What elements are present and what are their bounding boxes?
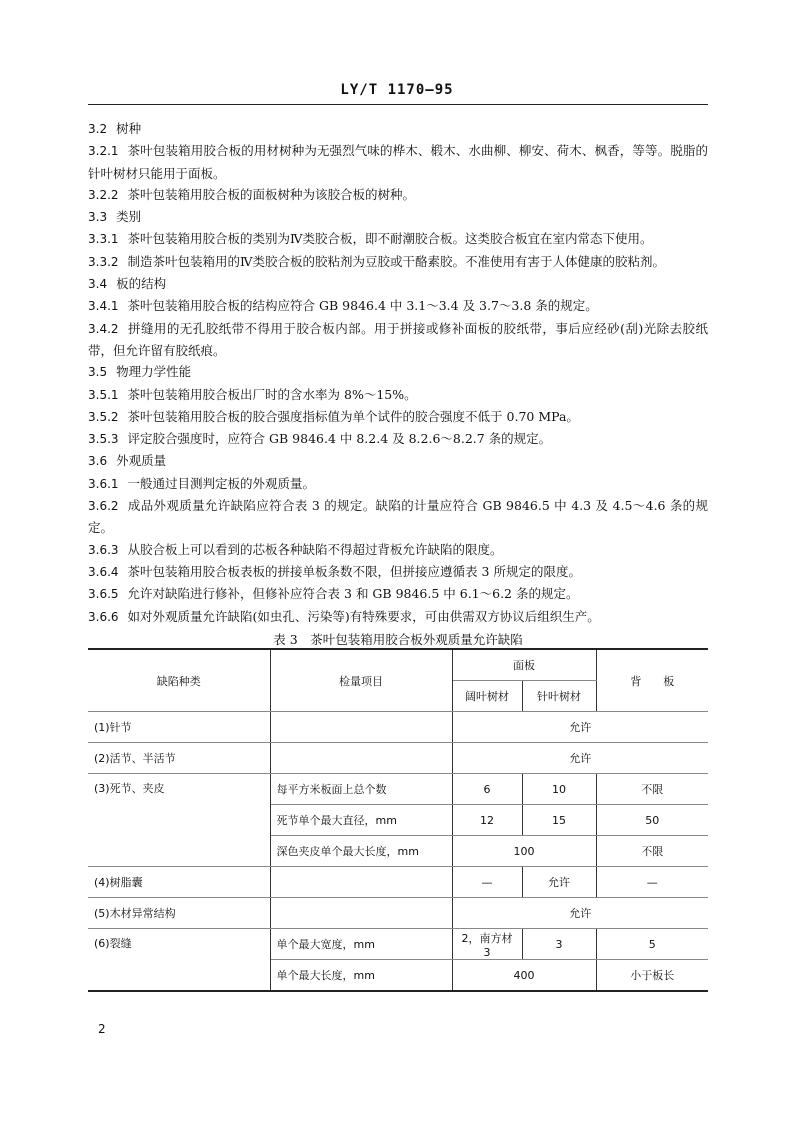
clause-number: 3.3.1 <box>88 232 119 247</box>
clause-3-3-1 <box>88 228 708 250</box>
clause-text: 评定胶合强度时，应符合 GB 9846.4 中 8.2.4 及 8.2.6～8.2.7 条的规定。 <box>127 431 552 447</box>
clause-number: 3.5 <box>88 365 108 380</box>
table-cell: 50 <box>596 805 708 836</box>
clause-text: 茶叶包装箱用胶合板出厂时的含水率为 8%～15%。 <box>127 386 417 402</box>
clause-3-6-4 <box>88 561 708 583</box>
defects-table <box>88 648 708 992</box>
row-label: (2)活节、半活节 <box>88 743 270 774</box>
clause-number: 3.2.2 <box>88 187 119 202</box>
clause-3-6 <box>88 450 708 472</box>
document-header: LY/T 1170—95 <box>340 82 454 98</box>
clause-number: 3.6.5 <box>88 587 119 602</box>
table-cell: 允许 <box>452 743 708 774</box>
header-defect-type: 缺陷种类 <box>88 649 270 712</box>
clause-3-6-3 <box>88 539 708 561</box>
clause-number: 3.5.3 <box>88 432 119 447</box>
header-rule <box>88 104 708 105</box>
page-number: 2 <box>98 1022 106 1036</box>
table-cell: 10 <box>522 774 596 805</box>
paragraph-list <box>88 118 708 628</box>
table-cell: 3 <box>522 929 596 960</box>
clause-number: 3.3.2 <box>88 254 119 269</box>
table-cell <box>270 743 452 774</box>
clause-text: 物理力学性能 <box>116 364 192 380</box>
table-cell: 5 <box>596 929 708 960</box>
clause-number: 3.6 <box>88 454 108 469</box>
row-label: (5)木材异常结构 <box>88 898 270 929</box>
clause-3-2 <box>88 118 708 140</box>
row-label: (1)针节 <box>88 712 270 743</box>
clause-3-5-2 <box>88 406 708 428</box>
clause-text: 茶叶包装箱用胶合板的胶合强度指标值为单个试件的胶合强度不低于 0.70 MPa。 <box>127 408 579 424</box>
clause-text: 树种 <box>116 121 142 136</box>
table-cell: — <box>596 867 708 898</box>
table-cell: 死节单个最大直径，mm <box>270 805 452 836</box>
clause-text: 成品外观质量允许缺陷应符合表 3 的规定。缺陷的计量应符合 GB 9846.5 中 4.3 及 4.5～4.6 条的规定。 <box>88 498 708 536</box>
clause-3-2-1 <box>88 140 708 184</box>
table-cell: 15 <box>522 805 596 836</box>
table-cell: 6 <box>452 774 522 805</box>
clause-3-5-3 <box>88 428 708 450</box>
row-label: (6)裂缝 <box>88 929 270 992</box>
table-cell: 小于板长 <box>596 960 708 992</box>
header-conifer: 针叶树材 <box>522 681 596 712</box>
clause-text: 茶叶包装箱用胶合板的类别为Ⅳ类胶合板，即不耐潮胶合板。这类胶合板宜在室内常态下使用。 <box>127 231 653 247</box>
clause-text: 制造茶叶包装箱用的Ⅳ类胶合板的胶粘剂为豆胶或干酪素胶。不准使用有害于人体健康的胶粘剂。 <box>127 253 666 269</box>
clause-number: 3.6.2 <box>88 499 119 514</box>
clause-3-4-2 <box>88 318 708 362</box>
table-cell: 100 <box>452 836 596 867</box>
clause-number: 3.2 <box>88 122 108 136</box>
table-cell: 单个最大长度，mm <box>270 960 452 992</box>
clause-text: 如对外观质量允许缺陷(如虫孔、污染等)有特殊要求，可由供需双方协议后组织生产。 <box>127 608 600 624</box>
clause-number: 3.6.3 <box>88 542 119 557</box>
clause-text: 拼缝用的无孔胶纸带不得用于胶合板内部。用于拼接或修补面板的胶纸带，事后应经砂(刮)光除去胶纸带，但允许留有胶纸痕。 <box>88 320 708 358</box>
clause-number: 3.5.2 <box>88 409 119 424</box>
row-label: (4)树脂囊 <box>88 867 270 898</box>
clause-number: 3.4.1 <box>88 299 119 314</box>
clause-text: 茶叶包装箱用胶合板表板的拼接单板条数不限，但拼接应遵循表 3 所规定的限度。 <box>127 563 581 579</box>
table-cell <box>270 712 452 743</box>
clause-3-3 <box>88 206 708 228</box>
clause-3-5-1 <box>88 384 708 406</box>
clause-number: 3.2.1 <box>88 144 119 159</box>
clause-3-6-5 <box>88 583 708 605</box>
table-cell: 每平方米板面上总个数 <box>270 774 452 805</box>
clause-text: 板的结构 <box>116 276 167 292</box>
document-body <box>88 118 708 650</box>
clause-number: 3.4 <box>88 277 108 292</box>
clause-3-6-1 <box>88 473 708 495</box>
table-cell: 400 <box>452 960 596 992</box>
table-cell: 允许 <box>452 712 708 743</box>
header-back-board: 背 板 <box>596 649 708 712</box>
clause-3-5 <box>88 361 708 383</box>
clause-text: 一般通过目测判定板的外观质量。 <box>127 475 316 491</box>
table-cell: 允许 <box>522 867 596 898</box>
clause-3-4 <box>88 273 708 295</box>
header-face-board: 面板 <box>452 649 596 681</box>
clause-number: 3.4.2 <box>88 321 119 336</box>
table-cell: 不限 <box>596 774 708 805</box>
header-broadleaf: 阔叶树材 <box>452 681 522 712</box>
clause-3-2-2 <box>88 184 708 206</box>
table-cell: 不限 <box>596 836 708 867</box>
table-cell <box>270 898 452 929</box>
clause-text: 允许对缺陷进行修补，但修补应符合表 3 和 GB 9846.5 中 6.1～6.2 条的规定。 <box>127 586 579 602</box>
table-cell <box>270 867 452 898</box>
clause-text: 外观质量 <box>116 453 167 469</box>
clause-number: 3.6.4 <box>88 564 119 579</box>
table-cell: 允许 <box>452 898 708 929</box>
clause-number: 3.6.1 <box>88 476 119 491</box>
clause-number: 3.6.6 <box>88 609 119 624</box>
header-measure-item: 检量项目 <box>270 649 452 712</box>
table-cell: 单个最大宽度，mm <box>270 929 452 960</box>
clause-text: 茶叶包装箱用胶合板的结构应符合 GB 9846.4 中 3.1～3.4 及 3.7～3.8 条的规定。 <box>127 298 598 314</box>
table-cell: 2，南方材 3 <box>452 929 522 960</box>
clause-text: 茶叶包装箱用胶合板的用材树种为无强烈气味的桦木、椴木、水曲柳、柳安、荷木、枫香，等等。脱脂的针叶树材只能用于面板。 <box>88 143 708 181</box>
table-cell: 12 <box>452 805 522 836</box>
table-caption: 表 3 茶叶包装箱用胶合板外观质量允许缺陷 <box>273 631 523 647</box>
clause-text: 类别 <box>116 209 142 225</box>
table-cell: — <box>452 867 522 898</box>
clause-3-6-6 <box>88 606 708 628</box>
clause-3-4-1 <box>88 295 708 317</box>
clause-number: 3.3 <box>88 210 108 225</box>
clause-3-6-2 <box>88 495 708 539</box>
clause-text: 茶叶包装箱用胶合板的面板树种为该胶合板的树种。 <box>127 186 416 202</box>
clause-text: 从胶合板上可以看到的芯板各种缺陷不得超过背板允许缺陷的限度。 <box>127 541 503 557</box>
clause-number: 3.5.1 <box>88 387 119 402</box>
table-cell: 深色夹皮单个最大长度，mm <box>270 836 452 867</box>
clause-3-3-2 <box>88 251 708 273</box>
row-label: (3)死节、夹皮 <box>88 774 270 867</box>
